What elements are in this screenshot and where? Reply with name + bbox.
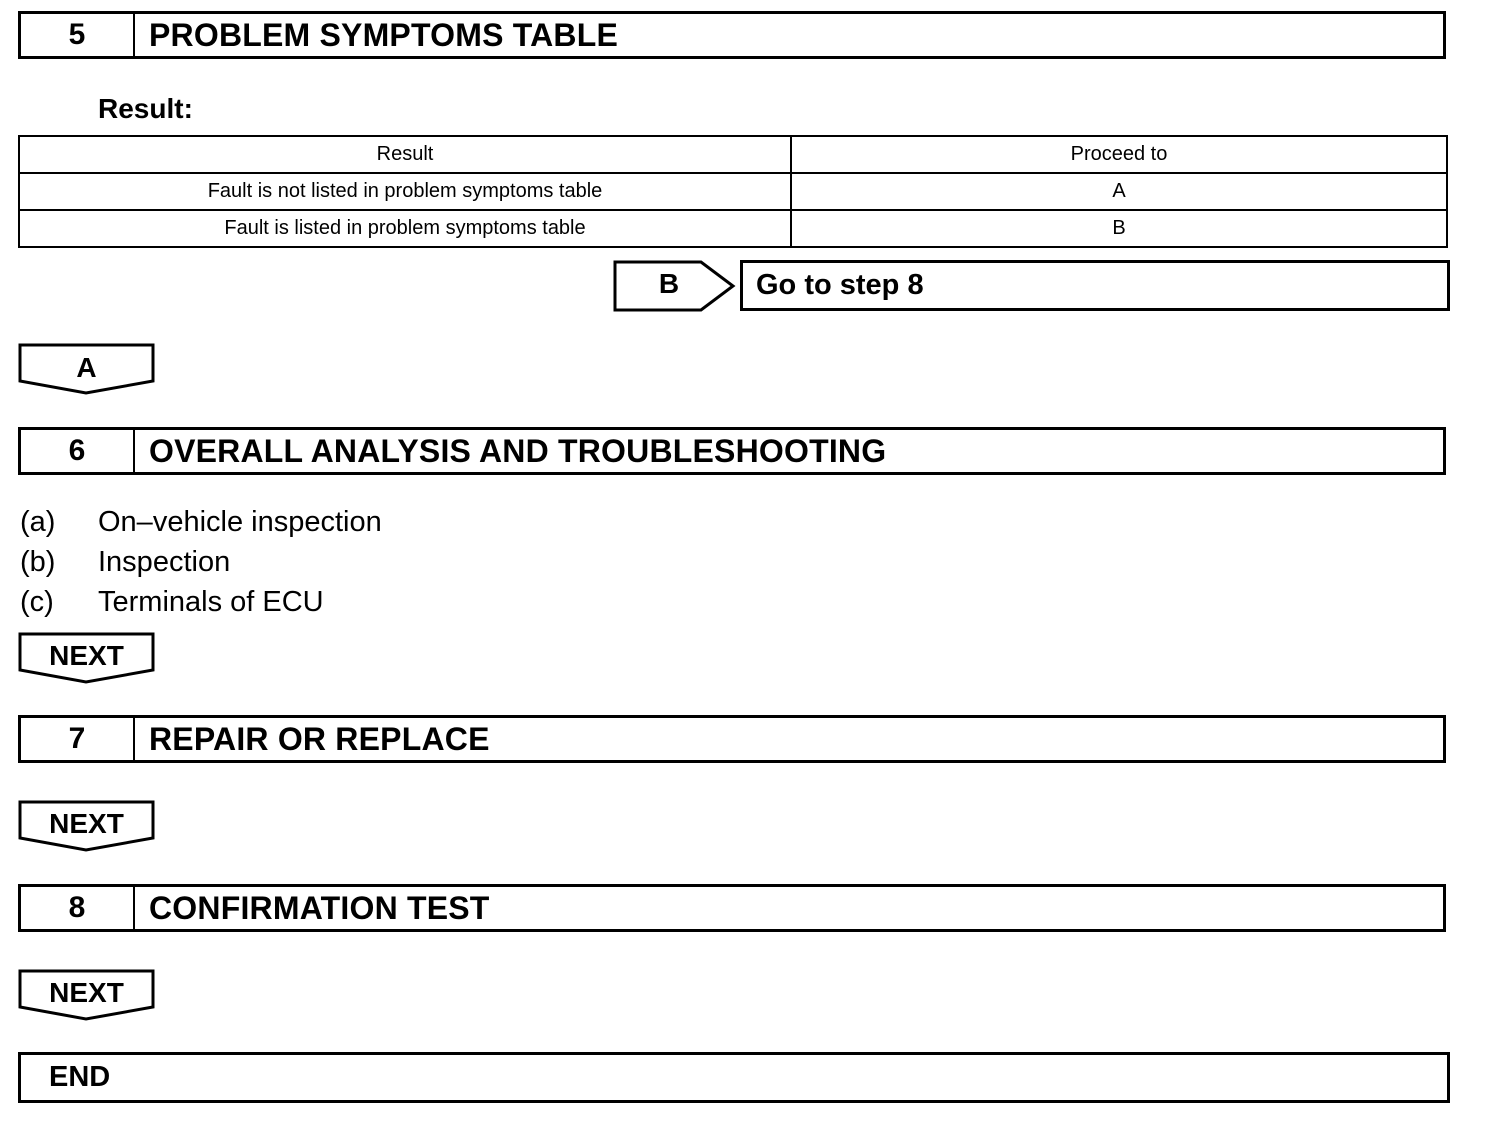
step-title: CONFIRMATION TEST bbox=[149, 889, 490, 926]
branch-a-label: A bbox=[76, 352, 97, 383]
next-label: NEXT bbox=[49, 977, 124, 1008]
step-8-next-button[interactable] bbox=[18, 969, 155, 1021]
list-item bbox=[20, 586, 324, 619]
table-row bbox=[19, 210, 1447, 247]
step-7-next-button[interactable] bbox=[18, 800, 155, 852]
list-marker: (a) bbox=[20, 506, 56, 538]
step-number: 8 bbox=[21, 887, 135, 929]
branch-b-label: B bbox=[658, 268, 680, 299]
step-title: REPAIR OR REPLACE bbox=[149, 720, 490, 757]
result-label: Result: bbox=[98, 93, 193, 124]
step-number: 7 bbox=[21, 718, 135, 760]
column-header-proceed-to: Proceed to bbox=[791, 136, 1447, 173]
list-item-text: On–vehicle inspection bbox=[98, 506, 382, 538]
table-cell: Fault is not listed in problem symptoms table bbox=[19, 173, 791, 210]
branch-b-tag[interactable] bbox=[613, 260, 737, 312]
list-marker: (c) bbox=[20, 586, 54, 618]
list-item-text: Inspection bbox=[98, 546, 231, 578]
result-table bbox=[18, 135, 1448, 248]
list-item-text: Terminals of ECU bbox=[98, 586, 324, 618]
list-marker: (b) bbox=[20, 546, 56, 578]
step-number: 5 bbox=[21, 14, 135, 56]
step-number: 6 bbox=[21, 430, 135, 472]
step-5-header bbox=[18, 11, 1446, 59]
table-cell: B bbox=[791, 210, 1447, 247]
table-header-row bbox=[19, 136, 1447, 173]
step-title: OVERALL ANALYSIS AND TROUBLESHOOTING bbox=[149, 432, 887, 469]
list-item bbox=[20, 546, 230, 579]
branch-a-button[interactable] bbox=[18, 343, 155, 395]
step-6-header bbox=[18, 427, 1446, 475]
next-label: NEXT bbox=[49, 808, 124, 839]
next-label: NEXT bbox=[49, 640, 124, 671]
step-6-next-button[interactable] bbox=[18, 632, 155, 684]
table-cell: Fault is listed in problem symptoms table bbox=[19, 210, 791, 247]
table-row bbox=[19, 173, 1447, 210]
column-header-result: Result bbox=[19, 136, 791, 173]
list-item bbox=[20, 506, 382, 539]
step-7-header bbox=[18, 715, 1446, 763]
step-8-header bbox=[18, 884, 1446, 932]
end-box: END bbox=[18, 1052, 1450, 1103]
step-title: PROBLEM SYMPTOMS TABLE bbox=[149, 16, 619, 53]
goto-step-8-box: Go to step 8 bbox=[740, 260, 1450, 311]
table-cell: A bbox=[791, 173, 1447, 210]
